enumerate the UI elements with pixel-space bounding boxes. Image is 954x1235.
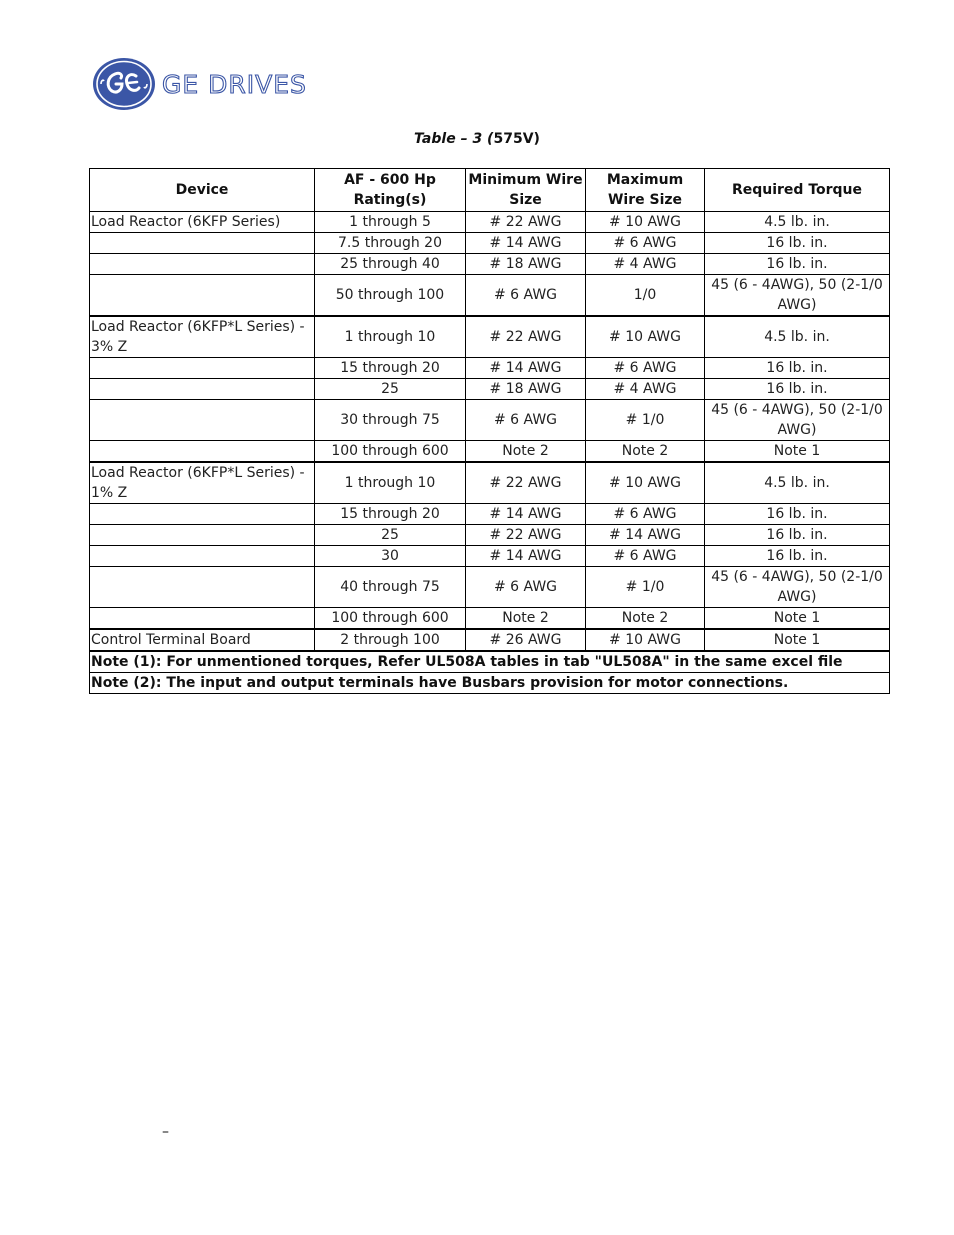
header-min-wire: Minimum Wire Size bbox=[466, 169, 586, 212]
table-row bbox=[90, 254, 890, 275]
wire-torque-table bbox=[89, 168, 890, 694]
table-row bbox=[90, 608, 890, 629]
cell-max-wire: # 1/0 bbox=[586, 400, 705, 441]
cell-rating: 1 through 10 bbox=[315, 317, 466, 358]
caption-italic: Table – 3 ( bbox=[414, 131, 494, 147]
cell-device bbox=[90, 358, 315, 379]
table-row bbox=[90, 567, 890, 608]
cell-max-wire: # 14 AWG bbox=[586, 525, 705, 546]
cell-rating: 30 through 75 bbox=[315, 400, 466, 441]
ge-drives-logo bbox=[92, 57, 307, 111]
brand-name: GE DRIVES bbox=[162, 69, 307, 99]
cell-max-wire: # 6 AWG bbox=[586, 504, 705, 525]
cell-rating: 7.5 through 20 bbox=[315, 233, 466, 254]
cell-torque: 16 lb. in. bbox=[705, 379, 890, 400]
cell-rating: 2 through 100 bbox=[315, 630, 466, 651]
cell-device: Control Terminal Board bbox=[90, 630, 315, 651]
cell-min-wire: # 26 AWG bbox=[466, 630, 586, 651]
cell-max-wire: # 6 AWG bbox=[586, 233, 705, 254]
cell-rating: 30 bbox=[315, 546, 466, 567]
cell-torque: 16 lb. in. bbox=[705, 233, 890, 254]
cell-device bbox=[90, 608, 315, 629]
cell-rating: 1 through 5 bbox=[315, 212, 466, 233]
cell-max-wire: # 6 AWG bbox=[586, 358, 705, 379]
cell-device bbox=[90, 504, 315, 525]
table-row bbox=[90, 233, 890, 254]
cell-device bbox=[90, 379, 315, 400]
header-device: Device bbox=[90, 169, 315, 212]
cell-min-wire: # 14 AWG bbox=[466, 233, 586, 254]
cell-rating: 100 through 600 bbox=[315, 608, 466, 629]
cell-device bbox=[90, 254, 315, 275]
cell-rating: 25 bbox=[315, 525, 466, 546]
table-row bbox=[90, 400, 890, 441]
table-row bbox=[90, 212, 890, 233]
cell-device bbox=[90, 400, 315, 441]
cell-torque: 45 (6 - 4AWG), 50 (2-1/0 AWG) bbox=[705, 567, 890, 608]
table-row bbox=[90, 630, 890, 651]
cell-max-wire: # 10 AWG bbox=[586, 317, 705, 358]
cell-torque: 45 (6 - 4AWG), 50 (2-1/0 AWG) bbox=[705, 275, 890, 316]
cell-torque: 4.5 lb. in. bbox=[705, 212, 890, 233]
cell-torque: Note 1 bbox=[705, 441, 890, 462]
cell-device bbox=[90, 546, 315, 567]
cell-rating: 25 through 40 bbox=[315, 254, 466, 275]
cell-max-wire: # 10 AWG bbox=[586, 463, 705, 504]
table-header-row bbox=[90, 169, 890, 212]
cell-device bbox=[90, 441, 315, 462]
cell-rating: 50 through 100 bbox=[315, 275, 466, 316]
cell-max-wire: # 10 AWG bbox=[586, 212, 705, 233]
cell-device: Load Reactor (6KFP*L Series) - 1% Z bbox=[90, 463, 315, 504]
cell-torque: 4.5 lb. in. bbox=[705, 317, 890, 358]
table-row bbox=[90, 379, 890, 400]
cell-torque: Note 1 bbox=[705, 630, 890, 651]
cell-max-wire: # 6 AWG bbox=[586, 546, 705, 567]
cell-min-wire: # 22 AWG bbox=[466, 463, 586, 504]
table-row bbox=[90, 275, 890, 316]
table-row bbox=[90, 358, 890, 379]
cell-rating: 15 through 20 bbox=[315, 358, 466, 379]
cell-max-wire: # 4 AWG bbox=[586, 379, 705, 400]
cell-min-wire: # 22 AWG bbox=[466, 212, 586, 233]
cell-min-wire: # 6 AWG bbox=[466, 275, 586, 316]
cell-max-wire: 1/0 bbox=[586, 275, 705, 316]
note-text: Note (1): For unmentioned torques, Refer UL508A tables in tab "UL508A" in the same excel file bbox=[90, 652, 890, 673]
cell-device bbox=[90, 233, 315, 254]
cell-min-wire: # 14 AWG bbox=[466, 358, 586, 379]
table-row bbox=[90, 525, 890, 546]
cell-min-wire: # 22 AWG bbox=[466, 317, 586, 358]
header-rating: AF - 600 Hp Rating(s) bbox=[315, 169, 466, 212]
cell-torque: Note 1 bbox=[705, 608, 890, 629]
cell-torque: 45 (6 - 4AWG), 50 (2-1/0 AWG) bbox=[705, 400, 890, 441]
cell-torque: 16 lb. in. bbox=[705, 504, 890, 525]
header-torque: Required Torque bbox=[705, 169, 890, 212]
cell-max-wire: # 1/0 bbox=[586, 567, 705, 608]
cell-device bbox=[90, 567, 315, 608]
note-row bbox=[90, 673, 890, 694]
footer-mark: – bbox=[162, 1124, 169, 1140]
cell-torque: 4.5 lb. in. bbox=[705, 463, 890, 504]
cell-torque: 16 lb. in. bbox=[705, 254, 890, 275]
cell-min-wire: # 14 AWG bbox=[466, 546, 586, 567]
cell-rating: 15 through 20 bbox=[315, 504, 466, 525]
header-max-wire: Maximum Wire Size bbox=[586, 169, 705, 212]
cell-device: Load Reactor (6KFP*L Series) - 3% Z bbox=[90, 317, 315, 358]
cell-device: Load Reactor (6KFP Series) bbox=[90, 212, 315, 233]
cell-torque: 16 lb. in. bbox=[705, 546, 890, 567]
cell-max-wire: Note 2 bbox=[586, 608, 705, 629]
table-row bbox=[90, 463, 890, 504]
note-row bbox=[90, 652, 890, 673]
cell-torque: 16 lb. in. bbox=[705, 358, 890, 379]
cell-min-wire: Note 2 bbox=[466, 608, 586, 629]
note-text: Note (2): The input and output terminals have Busbars provision for motor connections. bbox=[90, 673, 890, 694]
cell-min-wire: # 6 AWG bbox=[466, 567, 586, 608]
table-row bbox=[90, 441, 890, 462]
cell-max-wire: Note 2 bbox=[586, 441, 705, 462]
ge-monogram-icon bbox=[92, 57, 156, 111]
cell-min-wire: Note 2 bbox=[466, 441, 586, 462]
cell-min-wire: # 22 AWG bbox=[466, 525, 586, 546]
cell-rating: 40 through 75 bbox=[315, 567, 466, 608]
cell-min-wire: # 6 AWG bbox=[466, 400, 586, 441]
table-row bbox=[90, 546, 890, 567]
cell-min-wire: # 14 AWG bbox=[466, 504, 586, 525]
cell-torque: 16 lb. in. bbox=[705, 525, 890, 546]
caption-bold: 575V) bbox=[493, 131, 540, 147]
cell-rating: 25 bbox=[315, 379, 466, 400]
cell-device bbox=[90, 275, 315, 316]
cell-rating: 1 through 10 bbox=[315, 463, 466, 504]
cell-max-wire: # 4 AWG bbox=[586, 254, 705, 275]
table-row bbox=[90, 317, 890, 358]
table-caption bbox=[0, 131, 954, 147]
cell-max-wire: # 10 AWG bbox=[586, 630, 705, 651]
table-body bbox=[90, 212, 890, 694]
cell-min-wire: # 18 AWG bbox=[466, 254, 586, 275]
cell-device bbox=[90, 525, 315, 546]
table-row bbox=[90, 504, 890, 525]
cell-rating: 100 through 600 bbox=[315, 441, 466, 462]
cell-min-wire: # 18 AWG bbox=[466, 379, 586, 400]
